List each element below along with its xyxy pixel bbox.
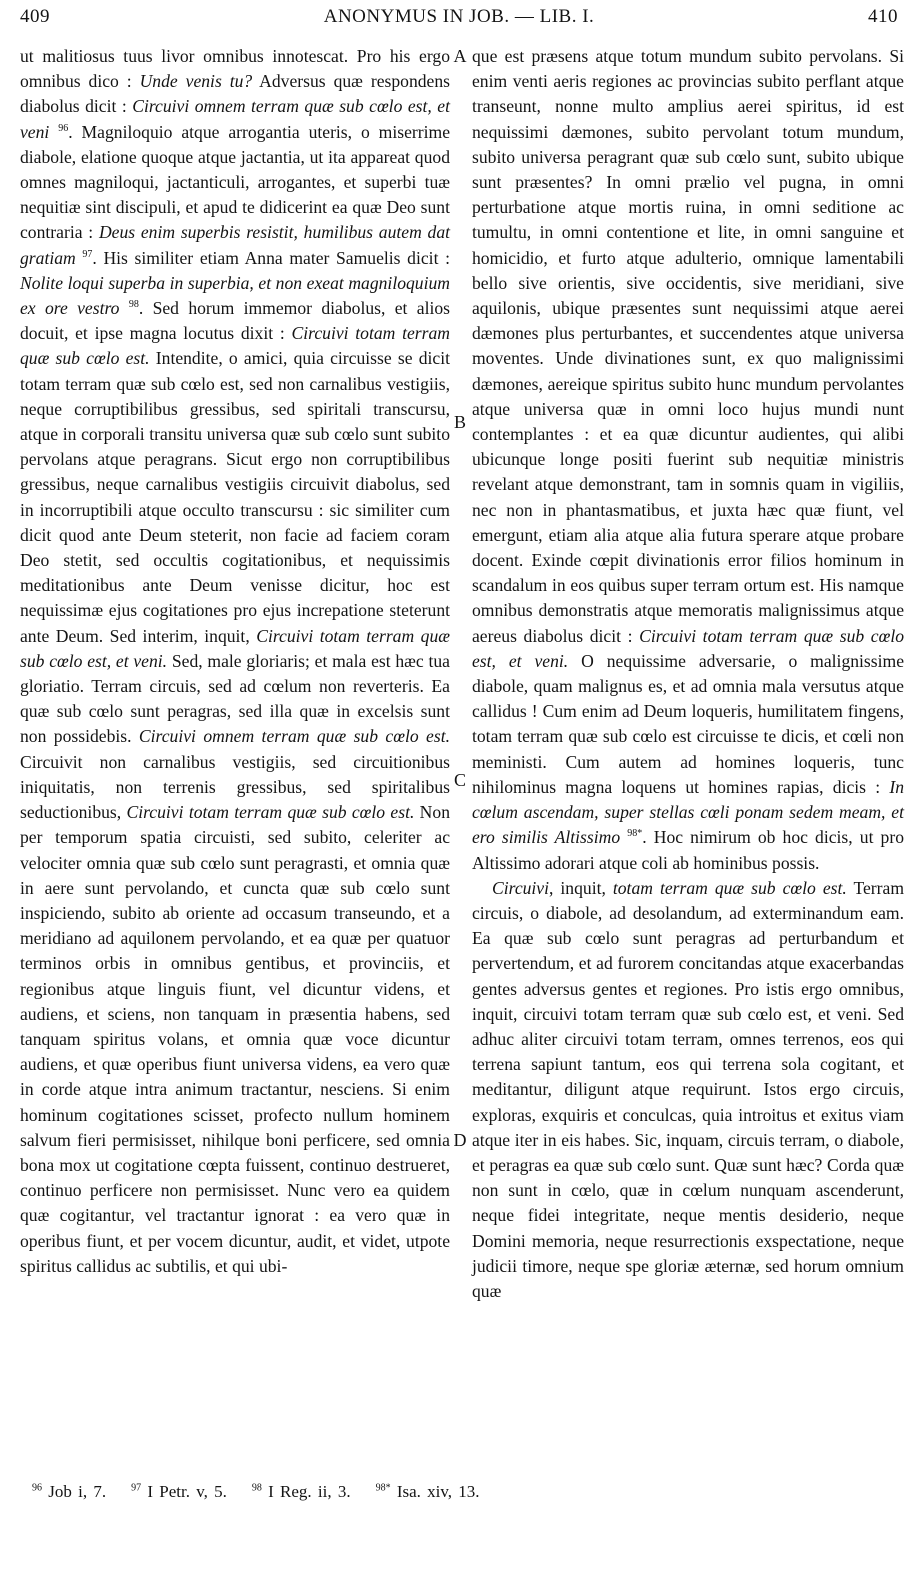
- quotation-text: Circuivi totam terram quæ sub cœlo est, et veni.: [472, 625, 904, 671]
- body-text: ut malitiosus tuus livor omnibus innotescat. Pro his ergo omnibus dico :: [20, 46, 450, 92]
- body-text: [49, 122, 58, 142]
- footnote-ref: 96: [58, 122, 69, 134]
- quotation-text: In cœlum ascendam, super stellas cœli ponam sedem meam, et ero similis Altissimo: [472, 776, 904, 848]
- body-text: . Magniloquio atque arrogantia uteris, o miserrime diabole, elatione quoque atque jactantia, ut ita appareat quod omnes magniloqui, jactanticuli, arrogantes, et superbi tuæ nequitiæ sint discipuli, et apud te didicerint ea quæ Deo sunt contraria :: [20, 121, 450, 243]
- paragraph: [472, 876, 904, 1304]
- footnotes: [32, 1482, 892, 1502]
- footnote: $^{96}$ Job i, 7.: [32, 1482, 107, 1501]
- right-text-column: [472, 44, 904, 1434]
- margin-marker-a: A: [453, 46, 467, 66]
- quotation-text: Unde venis tu?: [139, 71, 253, 92]
- body-text: Terram circuis, o diabole, ad desolandum, ad exterminandum eam. Ea quæ sub cœlo sunt peragras ad perturbandum et pervertendum, et ad furorem concitandas atque exacerbandas gentes adversus gentes et regiones. Pro istis ergo omnibus, inquit, circuivi totam terram quæ sub cœlo est, et veni. Sed adhuc aliter circuivi totam terram, omnes terrenos, eos qui terrena sapiunt tantum, eos qui terrena sola cogitant, et meditantur, diligunt atque requirunt. Istos ergo circuis, exploras, exquiris et conculcas, quia introitus et exitus viam atque iter in eis habes. Sic, inquam, circuis terram, o diabole, et peragras ea quæ sub cœlo sunt. Quæ sunt hæc? Corda quæ non sunt in cœlo, quæ in cœlum nunquam ascenderunt, neque fidei integritate, neque mentis desiderio, neque Domini memoria, neque resurrectionis exspectatione, neque judicii timore, neque spe gloriæ æternæ, sed horum omnium quæ: [472, 877, 904, 1301]
- body-text: Adversus quæ respondens diabolus dicit :: [20, 71, 450, 117]
- quotation-text: Circuivi totam terram quæ sub cœlo est.: [20, 323, 450, 369]
- body-text: Non per temporum spatia circuisti, sed subito, celeriter ac velociter omnia quæ sub cœlo sunt peragrasti, et omnia quæ in aere sunt pervolando, et cuncta quæ sub cœlo sunt inspiciendo, subito ab oriente ad occasum transeundo, et a meridiano ad aquilonem pervolando, et ea quæ per quatuor terminos orbis in omnibus gentibus, et provinciis, et regionibus atque linguis fiunt, vel dicuntur videns, et audiens, et sciens, non tanquam in præsentia habens, sed tanquam spiritus volans, et omnia quæ voce dicuntur audiens, et quæ operibus fiunt universa videns, ea vero quæ in corde atque intra animum tractantur, nesciens. Si enim hominum cogitationes scisset, profecto nullum hominem salvum fieri permisisset, nihilque boni perficere, sed omnia bona mox ut cogitatione cœpta fuissent, continuo destrueret, continuo perficere non permisisset. Nunc vero ea quidem quæ cogitantur, vel tractantur ignorat : ea vero quæ in operibus fiunt, et per vocem dicuntur, audit, et videt, utpote spiritus callidus ac subtilis, et qui ubi-: [20, 802, 450, 1276]
- quotation-text: Circuivi: [492, 877, 550, 898]
- body-text: Intendite, o amici, quia circuisse se dicit totam terram quæ sub cœlo est, sed non carnalibus vestigiis, neque corruptibilibus gressibus, sed spiritali transcursu, atque in corporali transitu universa quæ sub cœlo sunt subito pervolans atque peragrans. Sicut ergo non corruptibilibus gressibus, neque carnalibus vestigiis circuivit diabolus, sed in incorruptibili atque occulto transcursu : sic similiter cum dicit quod ante Deum steterit, non facie ad faciem coram Deo stetit, sed occultis cogitationibus, et nequissimis meditationibus ante Deum venisse dicitur, hoc est nequissimæ ejus cogitationes pro ejus increpatione steterunt ante Deum. Sed interim, inquit,: [20, 348, 451, 646]
- right-page-number: 410: [868, 6, 898, 27]
- quotation-text: Circuivi omnem terram quæ sub cœlo est, et veni: [20, 96, 450, 142]
- body-text: Circuivit non carnalibus vestigiis, sed circuitionibus iniquitatis, non terrenis gressibus, sed spiritalibus seductionibus,: [20, 751, 450, 823]
- body-text: O nequissime adversarie, o malignissime diabole, quam malignus es, et ad omnia mala versutus atque callidus ! Cum enim ad Deum loqueris, humilitatem fingens, totam terram quæ sub cœlo est circuisse te dicis, et cœli non meministi. Cum autem ad homines loqueris, tunc nihilominus magna loquens ut homines rapias, dicis :: [472, 650, 905, 797]
- body-text: , inquit,: [549, 877, 613, 898]
- footnote: $^{98*}$ Isa. xiv, 13.: [375, 1482, 480, 1501]
- quotation-text: Circuivi totam terram quæ sub cœlo est.: [126, 802, 415, 823]
- quotation-text: Nolite loqui superba in superbia, et non exeat magniloquium ex ore vestro: [20, 272, 450, 319]
- body-text: [119, 298, 128, 318]
- footnote-ref: 98: [128, 299, 139, 311]
- margin-marker-b: B: [453, 412, 466, 432]
- body-text: que est præsens atque totum mundum subito pervolans. Si enim venti aeris regiones ac provincias subito perflant atque transeunt, nonne multo amplius aerei spiritus, id est nequissimi dæmones, subito pervolant totum mundum, subito universa peragrant quæ sub cœlo sunt, subito ubique sunt præsentes? In omni prælio vel pugna, in omni perturbatione atque mortis ruina, in omni seditione ac tumultu, in omni contentione et lite, in omni sanguine et homicidio, et furto atque adulterio, omnique lamentabili bello sive orientis, sive occidentis, sive meridiani, sive aquilonis, ubique præsentes sunt nequissimi atque aerei dæmones plus perturbantes, et succendentes atque universa moventes. Unde divinationes sunt, ex quo malignissimi dæmones, aereique spiritus subito hunc mundum pervolantes atque universa quæ in omni loco hujus mundi nunt contemplantes : et ea quæ dicuntur audientes, qui alibi ubicunque longe positi fuerint sub nequitiæ ministris revelant atque demonstrant, tam in somnis quam in vigiliis, nec non in phantasmatibus, et juxta hæc quæ fiunt, vel emergunt, etiam alia atque alia futura sperare atque probare docent. Exinde cœpit divinationis error filios hominum in scandalum in eos quibus super terram ortum est. His namque omnibus demonstratis atque memoratis malignissimus atque aereus diabolus dicit :: [472, 46, 904, 646]
- left-page-number: 409: [20, 6, 50, 27]
- quotation-text: Circuivi totam terram quæ sub cœlo est, et veni.: [20, 625, 450, 671]
- body-text: Sed, male gloriaris; et mala est hæc tua gloriatio. Terram circuis, sed ad cœlum non reverteris. Ea quæ sub cœlo sunt peragras, sed illa quæ in excelsis sunt non possidebis.: [20, 650, 450, 747]
- margin-marker-c: C: [453, 770, 466, 790]
- body-text: . Sed horum immemor diabolus, et alios docuit, et ipse magna locutus dixit :: [20, 298, 451, 344]
- paragraph: [20, 44, 450, 1279]
- left-text-column: [20, 44, 450, 1434]
- quotation-text: totam terram quæ sub cœlo est.: [612, 877, 847, 898]
- margin-marker-d: D: [453, 1130, 467, 1150]
- quotation-text: Deus enim superbis resistit, humilibus autem dat gratiam: [20, 222, 451, 268]
- body-text: . His similiter etiam Anna mater Samuelis dicit :: [92, 247, 450, 268]
- running-title: ANONYMUS IN JOB. — LIB. I.: [323, 6, 595, 27]
- quotation-text: Circuivi omnem terram quæ sub cœlo est.: [138, 726, 451, 747]
- body-text: . Hoc nimirum ob hoc dicis, ut pro Altissimo adorari atque coli ab hominibus possis.: [472, 827, 905, 873]
- running-header: [20, 6, 898, 32]
- footnote-ref: 97: [82, 248, 93, 260]
- paragraph: [472, 44, 904, 876]
- footnote: $^{97}$ I Petr. v, 5.: [131, 1482, 227, 1501]
- footnote: $^{98}$ I Reg. ii, 3.: [251, 1482, 351, 1501]
- footnote-ref: 98*: [627, 828, 643, 840]
